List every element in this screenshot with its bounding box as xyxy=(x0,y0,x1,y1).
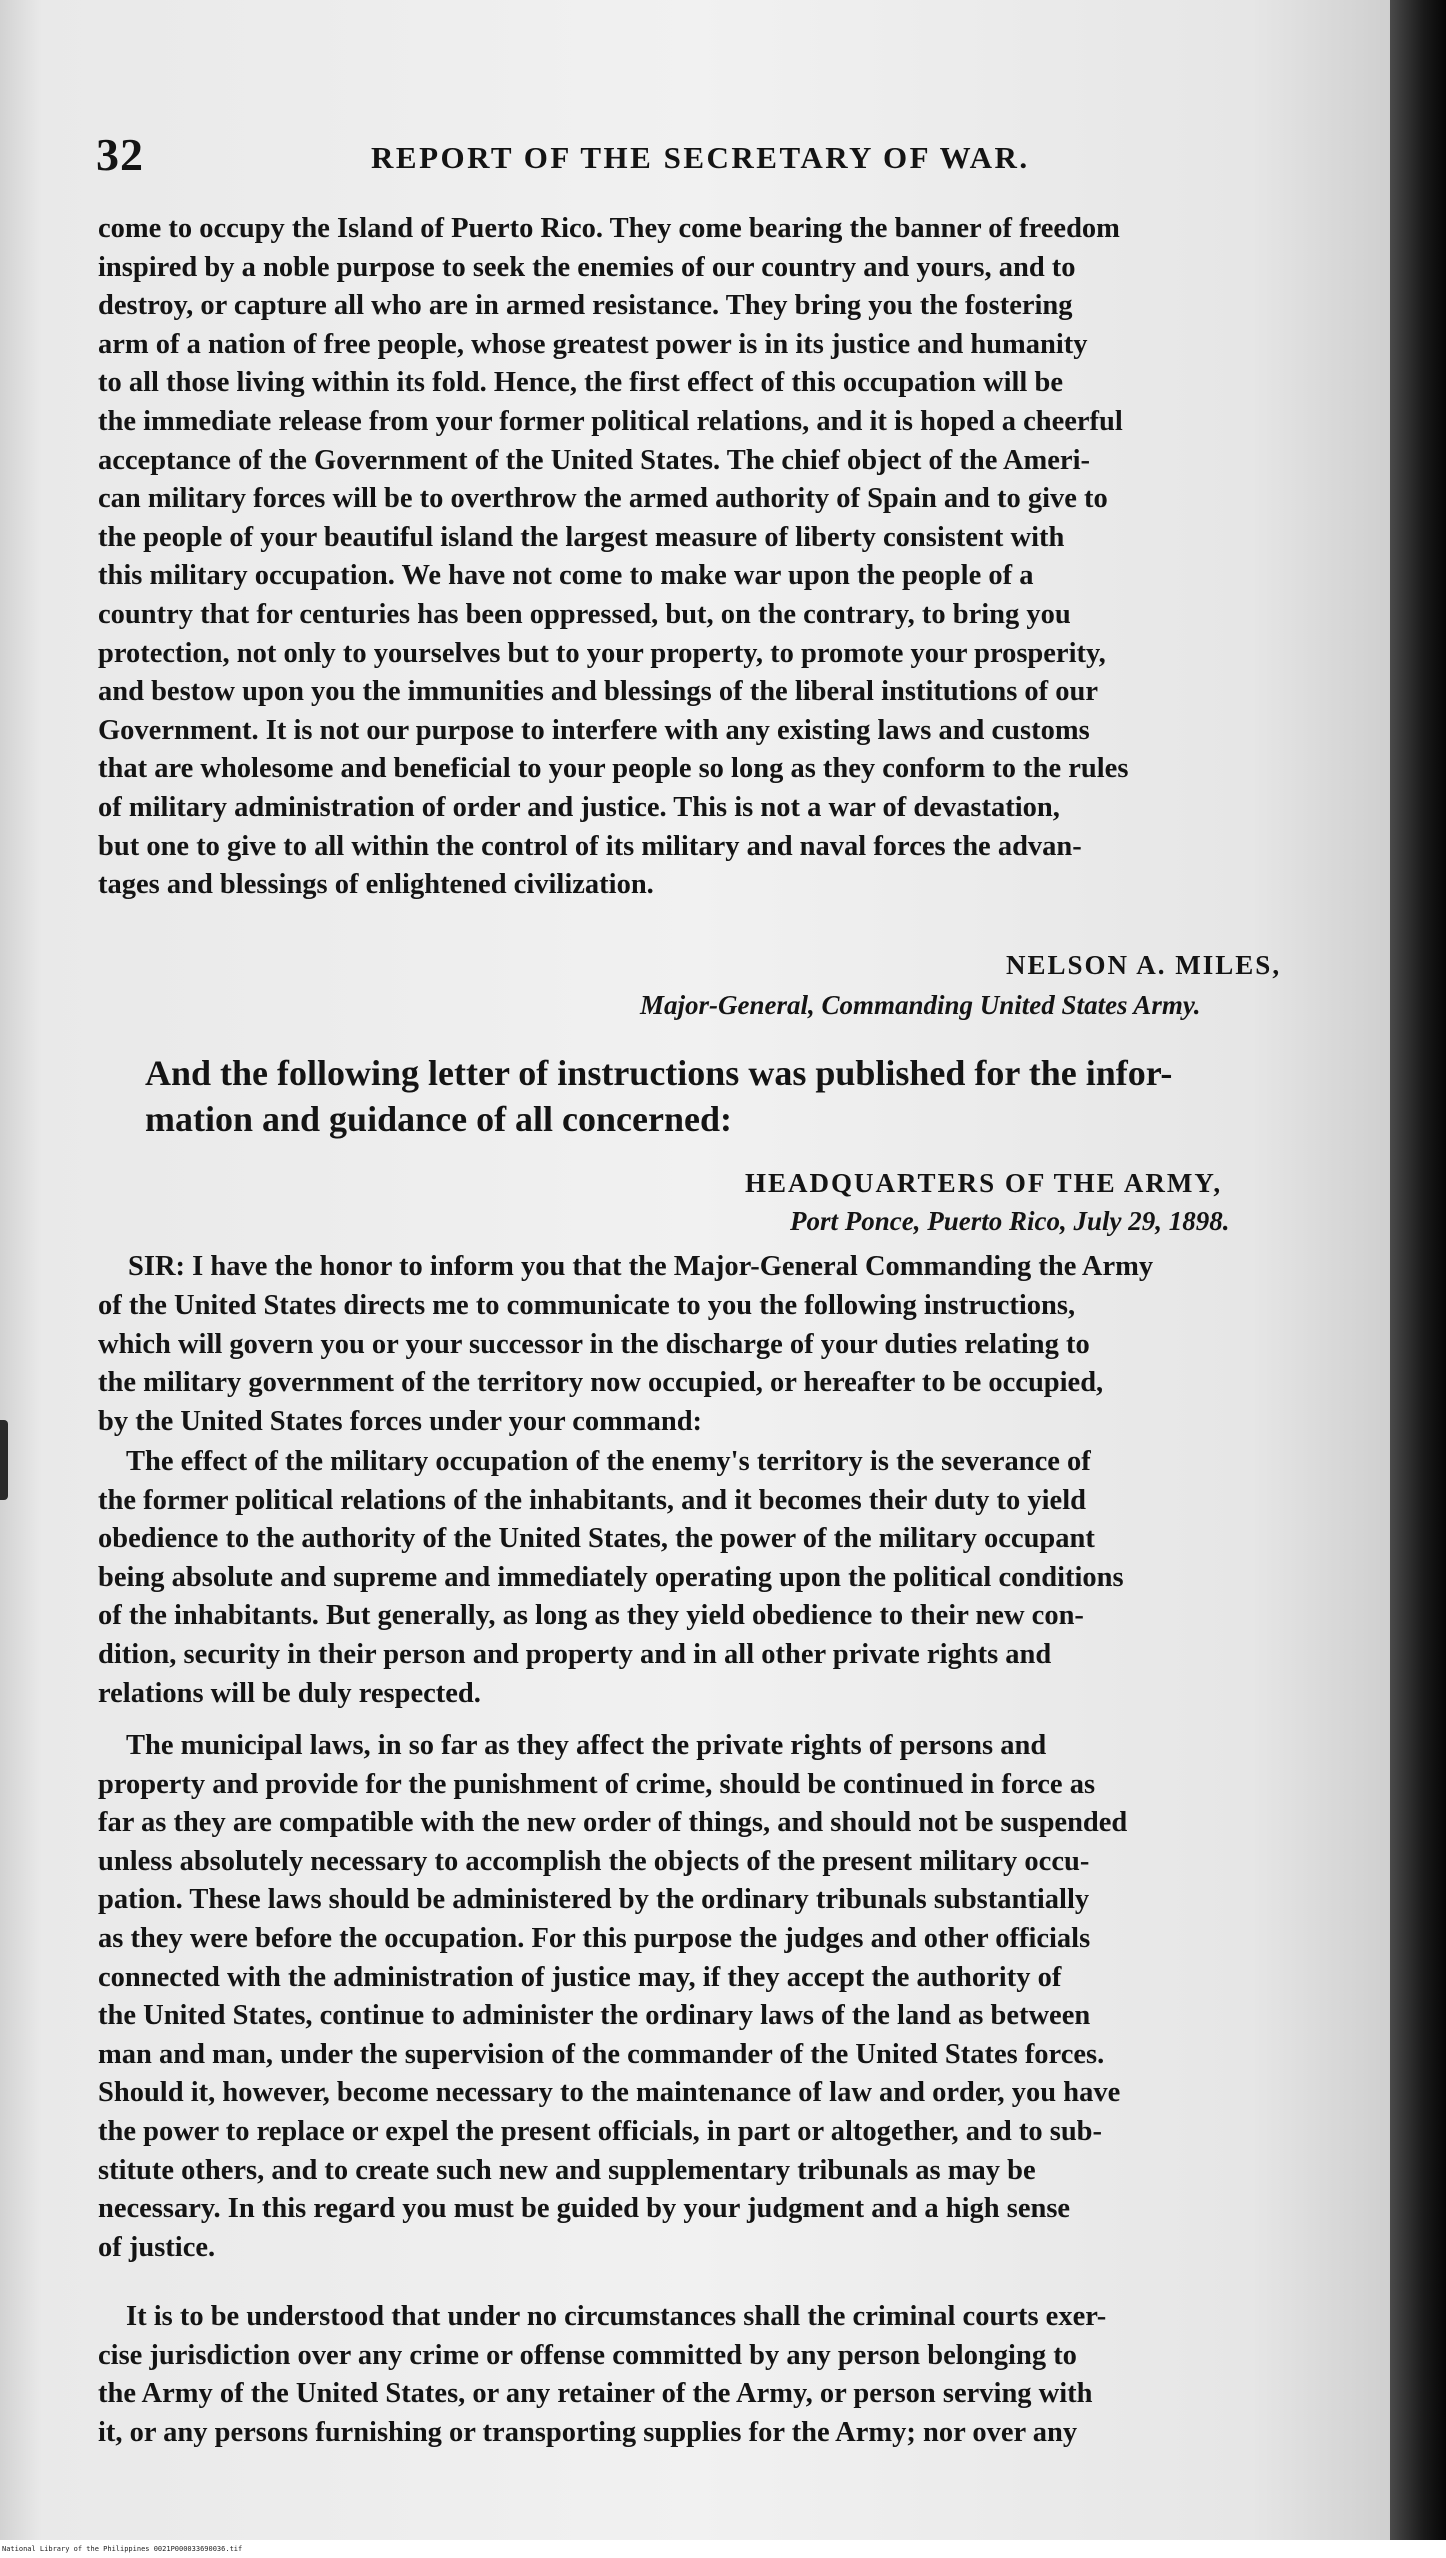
text-line: country that for centuries has been oppressed, but, on the contrary, to bring you xyxy=(98,598,1071,630)
text-line: unless absolutely necessary to accomplish the objects of the present military occu- xyxy=(98,1845,1090,1877)
text-line: far as they are compatible with the new order of things, and should not be suspended xyxy=(98,1807,1128,1839)
text-line: and bestow upon you the immunities and blessings of the liberal institutions of our xyxy=(98,676,1099,708)
text-line: can military forces will be to overthrow the armed authority of Spain and to give to xyxy=(98,483,1108,515)
text-line: destroy, or capture all who are in armed resistance. They bring you the fostering xyxy=(98,290,1073,322)
text-line: It is to be understood that under no circumstances shall the criminal courts exer- xyxy=(126,2301,1107,2332)
letter-paragraph-1-rest xyxy=(98,1287,1388,1441)
letter-heading-place-date: Port Ponce, Puerto Rico, July 29, 1898. xyxy=(790,1206,1230,1236)
letter-paragraph-3 xyxy=(98,1727,1388,2267)
text-line: that are wholesome and beneficial to your people so long as they conform to the rules xyxy=(98,753,1129,785)
text-line: the military government of the territory now occupied, or hereafter to be occupied, xyxy=(98,1367,1104,1399)
salutation: SIR: xyxy=(128,1251,186,1282)
text-line: pation. These laws should be administered by the ordinary tribunals substantially xyxy=(98,1884,1090,1916)
text-line: of military administration of order and justice. This is not a war of devastation, xyxy=(98,791,1060,823)
text-line: man and man, under the supervision of the commander of the United States forces. xyxy=(98,2038,1105,2070)
text-line: as they were before the occupation. For this purpose the judges and other officials xyxy=(98,1922,1091,1954)
text-line: dition, security in their person and property and in all other private rights and xyxy=(98,1638,1052,1670)
page-number: 32 xyxy=(96,129,144,180)
intro-line: mation and guidance of all concerned: xyxy=(145,1099,733,1139)
intro-paragraph xyxy=(145,1050,1390,1142)
signature-name: NELSON A. MILES, xyxy=(1006,950,1282,980)
text-line: Government. It is not our purpose to interfere with any existing laws and customs xyxy=(98,714,1090,746)
page-header xyxy=(96,128,1386,188)
running-head: REPORT OF THE SECRETARY OF WAR. xyxy=(371,140,1030,175)
text-line: cise jurisdiction over any crime or offense committed by any person belonging to xyxy=(98,2339,1077,2371)
text-line: the United States, continue to administer the ordinary laws of the land as between xyxy=(98,2000,1091,2032)
text-line: acceptance of the Government of the United States. The chief object of the Ameri- xyxy=(98,444,1090,476)
scan-footer-caption: National Library of the Philippines 0021P000033690036.tif xyxy=(2,2545,243,2553)
letter-paragraph-1 xyxy=(128,1248,1388,1287)
text-line: of the United States directs me to communicate to you the following instructions, xyxy=(98,1290,1076,1321)
text-line: which will govern you or your successor in the discharge of your duties relating to xyxy=(98,1328,1090,1360)
text-line: property and provide for the punishment of crime, should be continued in force as xyxy=(98,1768,1096,1800)
letter-heading-org: HEADQUARTERS OF THE ARMY, xyxy=(745,1168,1223,1198)
text-line: of the inhabitants. But generally, as long as they yield obedience to their new con- xyxy=(98,1600,1084,1632)
text-line: The effect of the military occupation of the enemy's territory is the severance of xyxy=(126,1446,1091,1477)
text-line: the people of your beautiful island the largest measure of liberty consistent with xyxy=(98,521,1065,553)
text-line: this military occupation. We have not come to make war upon the people of a xyxy=(98,560,1034,592)
intro-line: And the following letter of instructions was published for the infor- xyxy=(145,1053,1173,1093)
letter-paragraph-2 xyxy=(98,1443,1388,1713)
text-line: of justice. xyxy=(98,2231,216,2263)
text-line: The municipal laws, in so far as they affect the private rights of persons and xyxy=(126,1730,1047,1761)
text-line: come to occupy the Island of Puerto Rico. They come bearing the banner of freedom xyxy=(98,213,1120,244)
text-line: it, or any persons furnishing or transporting supplies for the Army; nor over any xyxy=(98,2416,1078,2448)
text-line: connected with the administration of justice may, if they accept the authority of xyxy=(98,1961,1062,1993)
text-line: by the United States forces under your command: xyxy=(98,1405,703,1437)
scan-edge-mark xyxy=(0,1420,8,1500)
text-line: to all those living within its fold. Hence, the first effect of this occupation will be xyxy=(98,367,1063,399)
text-line: the former political relations of the inhabitants, and it becomes their duty to yield xyxy=(98,1484,1086,1516)
text-line: necessary. In this regard you must be guided by your judgment and a high sense xyxy=(98,2193,1071,2225)
signature-title: Major-General, Commanding United States Army. xyxy=(640,990,1201,1020)
text-line xyxy=(128,1248,1388,1287)
text-span: I have the honor to inform you that the Major-General Commanding the Army xyxy=(185,1251,1154,1282)
text-line: tages and blessings of enlightened civilization. xyxy=(98,869,654,901)
text-line: the Army of the United States, or any retainer of the Army, or person serving with xyxy=(98,2378,1093,2410)
text-line: but one to give to all within the control of its military and naval forces the advan- xyxy=(98,830,1082,862)
text-line: obedience to the authority of the United States, the power of the military occupant xyxy=(98,1523,1095,1555)
letter-paragraph-4 xyxy=(98,2298,1388,2452)
text-line: relations will be duly respected. xyxy=(98,1677,481,1709)
text-line: inspired by a noble purpose to seek the enemies of our country and yours, and to xyxy=(98,251,1076,283)
proclamation-text xyxy=(98,210,1388,905)
text-line: being absolute and supreme and immediately operating upon the political conditions xyxy=(98,1561,1124,1593)
text-line: stitute others, and to create such new and supplementary tribunals as may be xyxy=(98,2154,1036,2186)
text-line: the immediate release from your former political relations, and it is hoped a cheerful xyxy=(98,405,1123,437)
text-line: the power to replace or expel the present officials, in part or altogether, and to sub- xyxy=(98,2115,1103,2147)
text-line: arm of a nation of free people, whose greatest power is in its justice and humanity xyxy=(98,328,1088,360)
text-line: Should it, however, become necessary to the maintenance of law and order, you have xyxy=(98,2077,1121,2109)
text-line: protection, not only to yourselves but to your property, to promote your prosperity, xyxy=(98,637,1106,669)
binding-shadow xyxy=(1390,0,1446,2540)
